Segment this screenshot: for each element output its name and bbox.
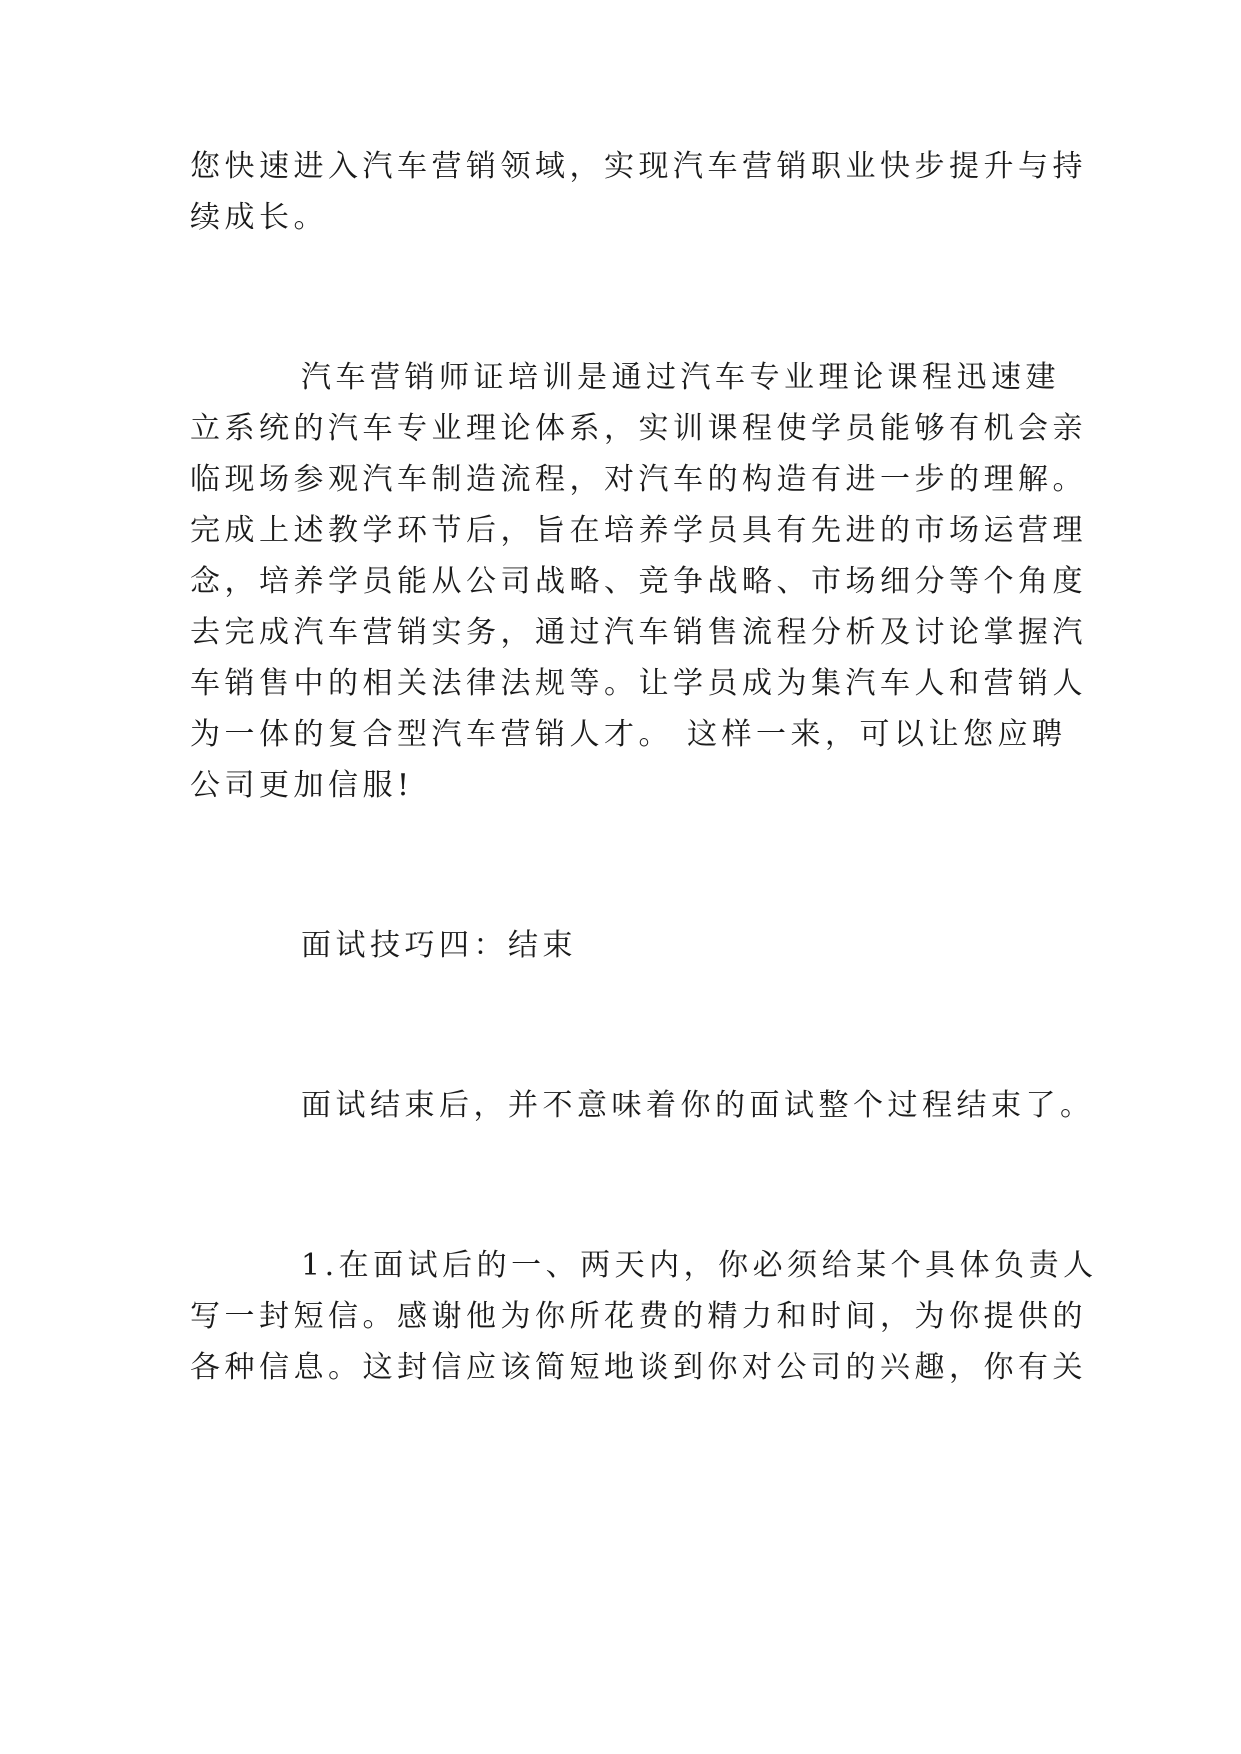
- text-line: 汽车营销师证培训是通过汽车专业理论课程迅速建: [301, 360, 1060, 395]
- text-line: 念，培养学员能从公司战略、竞争战略、市场细分等个角度: [190, 564, 1087, 599]
- text-line: 去完成汽车营销实务，通过汽车销售流程分析及讨论掌握汽: [190, 615, 1087, 650]
- text-line: 临现场参观汽车制造流程，对汽车的构造有进一步的理解。: [190, 462, 1087, 497]
- text-line: 1.在面试后的一、两天内，你必须给某个具体负责人: [301, 1248, 1098, 1283]
- text-line: 车销售中的相关法律法规等。让学员成为集汽车人和营销人: [190, 666, 1087, 701]
- text-line: 完成上述教学环节后，旨在培养学员具有先进的市场运营理: [190, 513, 1087, 548]
- text-line: 面试技巧四：结束: [301, 928, 577, 963]
- text-line: 续成长。: [190, 200, 328, 235]
- text-line: 公司更加信服!: [190, 768, 414, 803]
- text-line: 您快速进入汽车营销领域，实现汽车营销职业快步提升与持: [190, 149, 1087, 184]
- text-line: 面试结束后，并不意味着你的面试整个过程结束了。: [301, 1088, 1095, 1123]
- text-line: 立系统的汽车专业理论体系，实训课程使学员能够有机会亲: [190, 411, 1087, 446]
- text-line: 写一封短信。感谢他为你所花费的精力和时间，为你提供的: [190, 1299, 1087, 1334]
- text-line: 各种信息。这封信应该简短地谈到你对公司的兴趣，你有关: [190, 1350, 1087, 1385]
- text-line: 为一体的复合型汽车营销人才。 这样一来，可以让您应聘: [190, 717, 1067, 752]
